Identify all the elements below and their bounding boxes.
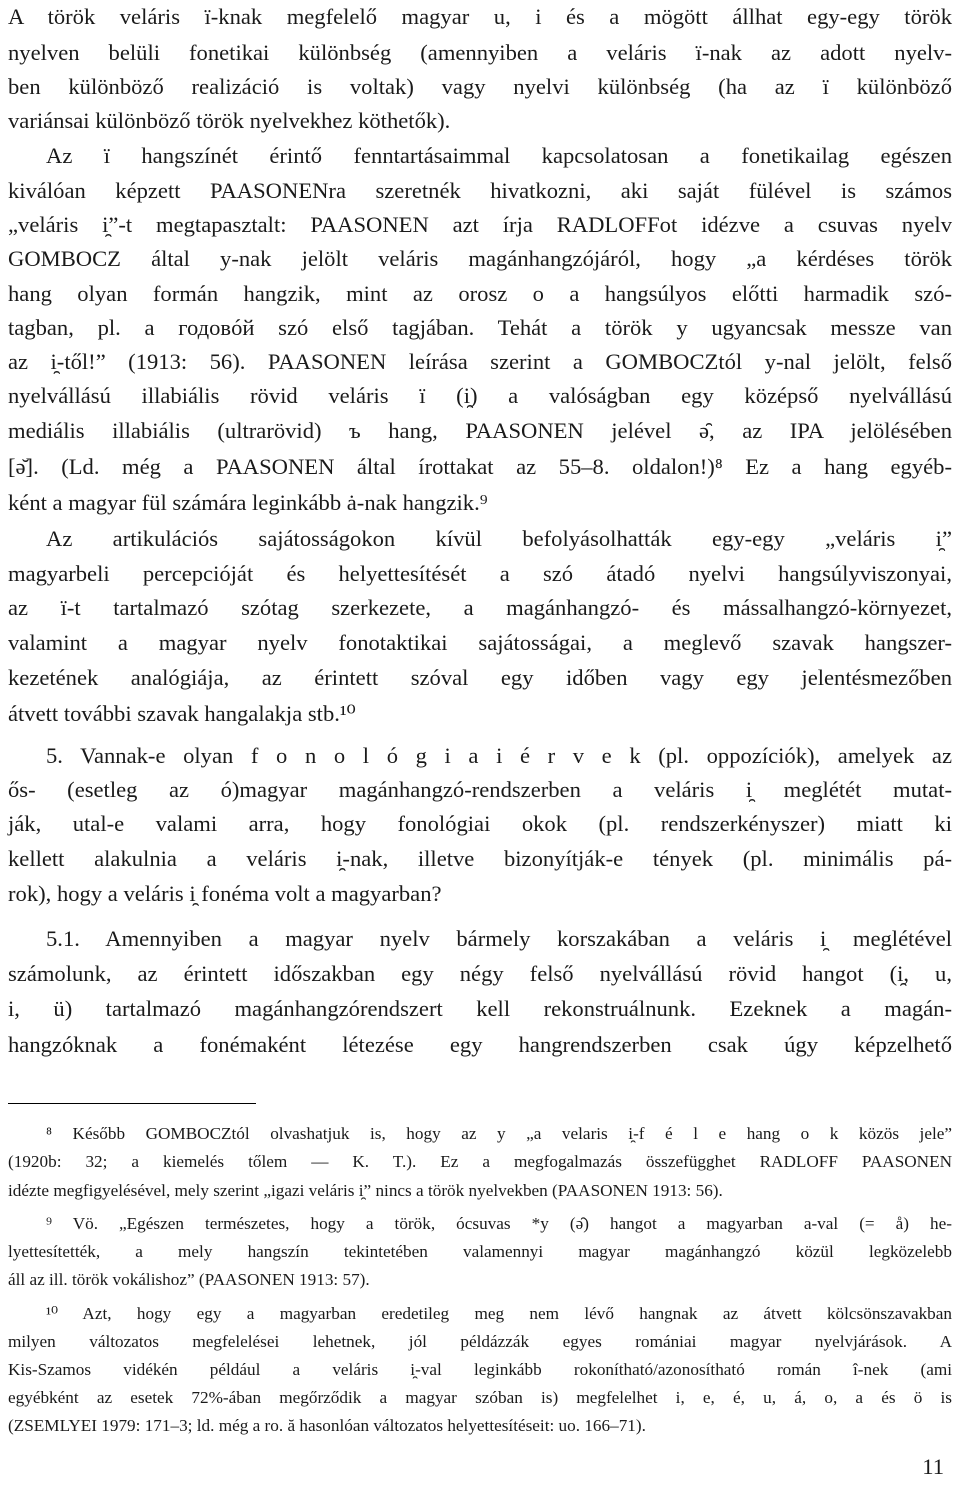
footnote-separator: [8, 1103, 256, 1104]
body-line: valamint a magyar nyelv fonotaktikai sajátosságai, a meglevő szavak hangszer-: [8, 630, 952, 655]
body-line: ben különböző realizáció is voltak) vagy nyelvi különbség (ha az ï különböző: [8, 74, 952, 99]
body-line: hangzóknak a fonémaként létezése egy hangrendszerben csak úgy képzelhető: [8, 1032, 952, 1057]
body-line: GOMBOCZ által y-nak jelölt veláris magánhangzójáról, hogy „a kérdéses török: [8, 246, 952, 271]
body-line: az i̯-től!” (1913: 56). PAASONEN leírása szerint a GOMBOCZtól y-nal jelölt, felső: [8, 349, 952, 374]
body-line: [ə̆]. (Ld. még a PAASONEN által írottakat az 55–8. oldalon!)⁸ Ez a hang egyéb-: [8, 454, 952, 479]
body-line: hang olyan formán hangzik, mint az orosz o a hangsúlyos előtti harmadik szó-: [8, 281, 952, 306]
body-line: az ï-t tartalmazó szótag szerkezete, a magánhangzó- és mássalhangzó-környezet,: [8, 595, 952, 620]
footnote-line: egyébként az esetek 72%-ában megőrződik a magyar szóban is) megfelelhet i, e, é, u, á, o, a és ö is: [8, 1388, 952, 1407]
body-line: nyelvállású illabiális rövid veláris ï (i̯) a valóságban egy középső nyelvállású: [8, 383, 952, 408]
body-line: ják, utal-e valami arra, hogy fonológiai okok (pl. rendszerkényszer) miatt ki: [8, 811, 952, 836]
footnote-line: Kis-Szamos vidékén például a veláris i̯-val leginkább rokonítható/azonosítható román î-nek (ami: [8, 1360, 952, 1379]
body-line: magyarbeli percepcióját és helyettesítését a szó átadó nyelvi hangsúlyviszonyai,: [8, 561, 952, 586]
body-line: számolunk, az érintett időszakban egy négy felső nyelvállású rövid hangot (i̯, u,: [8, 961, 952, 986]
body-line: kellett alakulnia a veláris i̯-nak, illetve bizonyítják-e tények (pl. minimális pá-: [8, 846, 952, 871]
body-line: rok), hogy a veláris i̯ fonéma volt a magyarban?: [8, 881, 442, 906]
body-line: átvett további szavak hangalakja stb.¹⁰: [8, 701, 356, 726]
footnote-line: (ZSEMLYEI 1979: 171–3; ld. még a ro. ă hasonlóan változatos helyettesítéseit: uo. 166–71).: [8, 1416, 646, 1435]
footnote-line: milyen változatos megfelelései lehetnek, jól példázzák egyes romániai magyar nyelvjárások. A: [8, 1332, 952, 1351]
body-line: kiválóan képzett PAASONENra szeretnék hivatkozni, aki saját fülével is számos: [8, 178, 952, 203]
body-line: tagban, pl. a годовóй szó első tagjában. Tehát a török y ugyancsak messze van: [8, 315, 952, 340]
footnote-line: (1920b: 32; a kiemelés tőlem — K. T.). Ez a megfogalmazás összefügghet RADLOFF PAASONEN: [8, 1152, 952, 1171]
footnote-line: ⁹ Vö. „Egészen természetes, hogy a török, ócsuvas *y (ə̑) hangot a magyarban a-val (= å) he-: [46, 1214, 952, 1233]
body-line: nyelven belüli fonetikai különbség (amennyiben a veláris ï-nak az adott nyelv-: [8, 40, 952, 65]
body-line: „veláris i̯”-t megtapasztalt: PAASONEN azt írja RADLOFFot idézve a csuvas nyelv: [8, 212, 952, 237]
body-line: Az ï hangszínét érintő fenntartásaimmal kapcsolatosan a fonetikailag egészen: [46, 143, 952, 168]
footnote-line: ⁸ Később GOMBOCZtól olvashatjuk is, hogy az y „a velaris i̯-f é l e hang o k közös jele”: [46, 1124, 952, 1143]
body-line: 5. Vannak-e olyan f o n o l ó g i a i é r v e k (pl. oppozíciók), amelyek az: [46, 743, 952, 768]
body-line: ős- (esetleg az ó)magyar magánhangzó-rendszerben a veláris i̯ meglétét mutat-: [8, 777, 952, 802]
footnote-line: lyettesítették, a mely hangszín tekintetében valamennyi magyar magánhangzó közül legközelebb: [8, 1242, 952, 1261]
body-line: 5.1. Amennyiben a magyar nyelv bármely korszakában a veláris i̯ meglétével: [46, 926, 952, 951]
body-line: mediális illabiális (ultrarövid) ъ hang, PAASONEN jelével ə̑, az IPA jelölésében: [8, 418, 952, 443]
footnote-line: ¹⁰ Azt, hogy egy a magyarban eredetileg meg nem lévő hangnak az átvett kölcsönszavakban: [46, 1304, 952, 1323]
body-line: variánsai különböző török nyelvekhez köthetők).: [8, 108, 451, 133]
body-line: kezetének analógiája, az érintett szóval egy időben vagy egy jelentésmezőben: [8, 665, 952, 690]
footnote-line: áll az ill. török vokálishoz” (PAASONEN 1913: 57).: [8, 1270, 370, 1289]
body-line: ként a magyar fül számára leginkább ȧ-nak hangzik.⁹: [8, 490, 488, 515]
footnote-line: idézte megfigyelésével, mely szerint „igazi veláris i̯” nincs a török nyelvekben (PAASONEN 1913: 56).: [8, 1181, 723, 1200]
page-number: 11: [922, 1454, 944, 1479]
body-line: i, ü) tartalmazó magánhangzórendszert kell rekonstruálnunk. Ezeknek a magán-: [8, 996, 952, 1021]
body-line: Az artikulációs sajátosságokon kívül befolyásolhatták egy-egy „veláris i̯”: [46, 526, 952, 551]
body-line: A török veláris ï-knak megfelelő magyar u, i és a mögött állhat egy-egy török: [8, 4, 952, 29]
